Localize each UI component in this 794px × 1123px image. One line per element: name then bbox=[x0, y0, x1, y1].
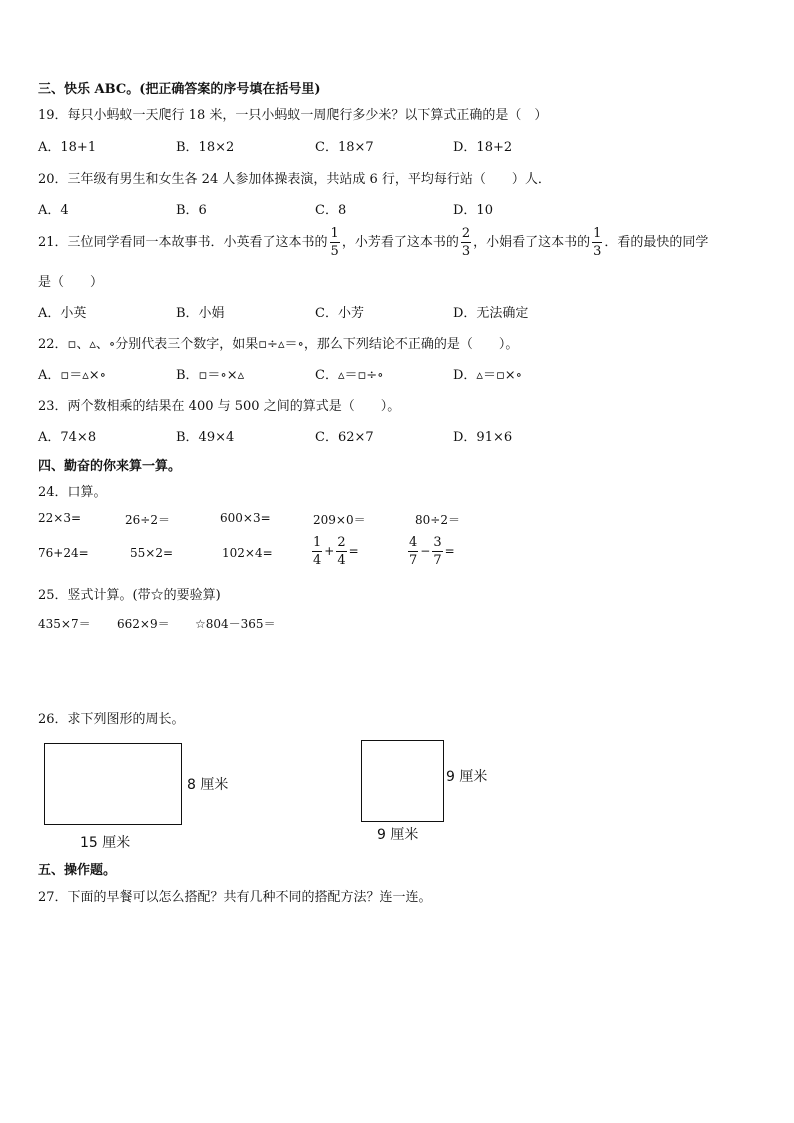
oral-calc-2: 26÷2＝ bbox=[125, 513, 170, 527]
question-25-title: 25．竖式计算。(带☆的要验算) bbox=[38, 588, 221, 603]
oral-calc-7: 55×2= bbox=[130, 546, 174, 560]
rectangle-width-label: 15 厘米 bbox=[80, 835, 131, 851]
question-23: 23．两个数相乘的结果在 400 与 500 之间的算式是（ ）。 bbox=[38, 399, 401, 414]
option-d[interactable]: D．91×6 bbox=[453, 430, 513, 445]
question-19-options bbox=[38, 136, 598, 154]
question-27: 27．下面的早餐可以怎么搭配？共有几种不同的搭配方法？连一连。 bbox=[38, 890, 432, 905]
question-21-options bbox=[38, 302, 598, 320]
question-21-text-2: ，小芳看了这本书的 bbox=[341, 235, 459, 250]
option-a[interactable]: A．▫＝▵×∘ bbox=[38, 368, 106, 383]
option-b[interactable]: B．▫＝∘×▵ bbox=[176, 368, 245, 383]
question-20-options bbox=[38, 199, 598, 217]
question-22: 22．▫、▵、∘分别代表三个数字，如果▫÷▵＝∘，那么下列结论不正确的是（ ）。 bbox=[38, 337, 519, 352]
option-b[interactable]: B．49×4 bbox=[176, 430, 235, 445]
option-b[interactable]: B．小娟 bbox=[176, 306, 225, 321]
vertical-calc-3: ☆804－365＝ bbox=[195, 617, 276, 631]
question-23-options bbox=[38, 426, 598, 444]
option-c[interactable]: C．▵＝▫÷∘ bbox=[315, 368, 384, 383]
option-c[interactable]: C．小芳 bbox=[315, 306, 364, 321]
vertical-calc-1: 435×7＝ bbox=[38, 617, 91, 631]
option-c[interactable]: C．18×7 bbox=[315, 140, 374, 155]
oral-calc-fraction-diff: $\frac{4}{7}$ − $\frac{3}{7}$ = bbox=[409, 535, 455, 568]
rectangle-height-label: 8 厘米 bbox=[187, 777, 229, 793]
question-21 bbox=[38, 227, 708, 258]
option-b[interactable]: B．18×2 bbox=[176, 140, 235, 155]
option-d[interactable]: D．▵＝▫×∘ bbox=[453, 368, 523, 383]
oral-calc-6: 76+24= bbox=[38, 546, 89, 560]
question-21-text-4: ．看的最快的同学 bbox=[604, 235, 709, 250]
option-c[interactable]: C．8 bbox=[315, 203, 347, 218]
oral-calc-3: 600×3= bbox=[220, 511, 271, 525]
option-a[interactable]: A．4 bbox=[38, 203, 69, 218]
question-24-title: 24．口算。 bbox=[38, 485, 107, 500]
section-5-title: 五、操作题。 bbox=[38, 863, 117, 878]
oral-calc-5: 80÷2＝ bbox=[415, 513, 460, 527]
oral-calc-1: 22×3= bbox=[38, 511, 82, 525]
question-19: 19．每只小蚂蚁一天爬行 18 米，一只小蚂蚁一周爬行多少米？以下算式正确的是（ ） bbox=[38, 108, 548, 123]
section-4-title: 四、勤奋的你来算一算。 bbox=[38, 459, 182, 474]
section-3-title: 三、快乐 ABC。(把正确答案的序号填在括号里) bbox=[38, 82, 321, 97]
vertical-calc-2: 662×9＝ bbox=[117, 617, 170, 631]
fraction-one-fifth: $\frac{1}{5}$ bbox=[330, 226, 339, 259]
question-22-options bbox=[38, 364, 598, 382]
question-21-text-3: ，小娟看了这本书的 bbox=[473, 235, 591, 250]
question-21-line-2: 是（ ） bbox=[38, 275, 104, 290]
question-21-text-1: 21．三位同学看同一本故事书．小英看了这本书的 bbox=[38, 235, 328, 250]
option-a[interactable]: A．18+1 bbox=[38, 140, 97, 155]
oral-calc-4: 209×0＝ bbox=[313, 513, 366, 527]
option-d[interactable]: D．无法确定 bbox=[453, 306, 529, 321]
option-a[interactable]: A．小英 bbox=[38, 306, 87, 321]
option-b[interactable]: B．6 bbox=[176, 203, 207, 218]
option-a[interactable]: A．74×8 bbox=[38, 430, 97, 445]
oral-calc-fraction-sum: $\frac{1}{4}$ + $\frac{2}{4}$ = bbox=[313, 535, 359, 568]
question-20: 20．三年级有男生和女生各 24 人参加体操表演，共站成 6 行，平均每行站（ ）人． bbox=[38, 172, 551, 187]
rectangle-figure bbox=[44, 743, 182, 825]
option-d[interactable]: D．10 bbox=[453, 203, 493, 218]
oral-calc-8: 102×4= bbox=[222, 546, 273, 560]
question-26-title: 26．求下列图形的周长。 bbox=[38, 712, 185, 727]
square-height-label: 9 厘米 bbox=[446, 769, 488, 785]
fraction-one-third: $\frac{1}{3}$ bbox=[593, 226, 602, 259]
square-figure bbox=[361, 740, 444, 822]
option-d[interactable]: D．18+2 bbox=[453, 140, 513, 155]
option-c[interactable]: C．62×7 bbox=[315, 430, 374, 445]
square-width-label: 9 厘米 bbox=[377, 827, 419, 843]
fraction-two-thirds: $\frac{2}{3}$ bbox=[461, 226, 471, 259]
